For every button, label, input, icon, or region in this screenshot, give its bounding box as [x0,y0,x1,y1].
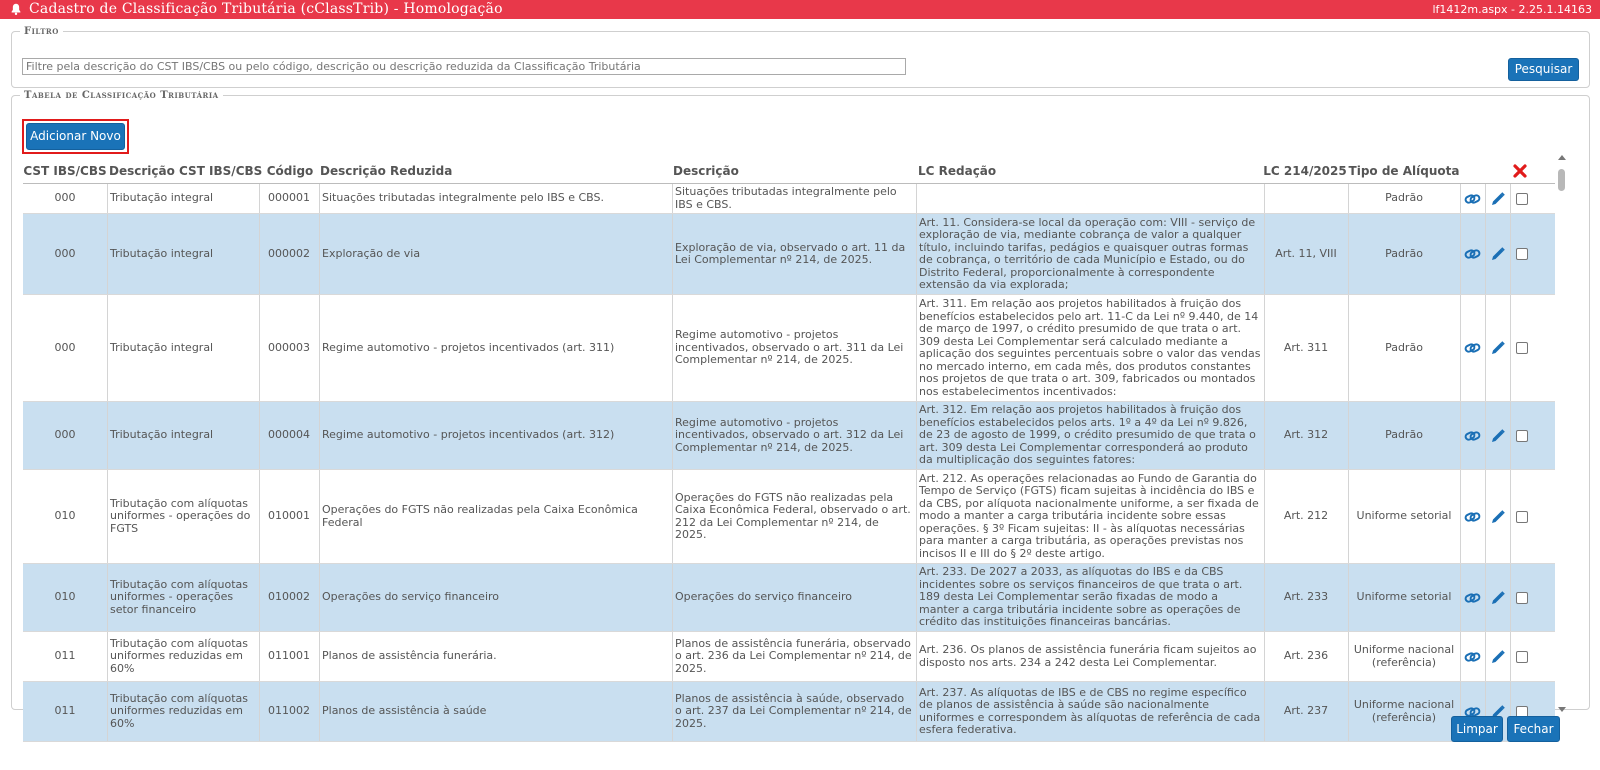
cell-codigo [259,682,319,741]
cell-cst [23,632,107,681]
row-select-checkbox[interactable] [1516,592,1528,604]
cell-tipo-aliquota-text: Uniforme setorial [1356,509,1452,523]
column-divider [107,214,108,294]
column-divider [672,184,673,213]
cell-cst [23,214,107,294]
column-divider [1460,402,1461,469]
column-divider [319,295,320,401]
cell-codigo [259,470,319,563]
cell-desc-reduzida-text: Planos de assistência funerária. [322,649,497,663]
column-divider [672,402,673,469]
cell-descricao [672,564,916,631]
cell-tipo-aliquota [1348,470,1460,563]
scroll-thumb[interactable] [1558,169,1565,191]
col-codigo[interactable]: Código [266,164,314,178]
column-divider [1264,214,1265,294]
column-divider [1264,295,1265,401]
cell-lc-214-text: Art. 11, VIII [1275,246,1337,260]
add-new-button[interactable]: Adicionar Novo [26,123,125,150]
column-divider [1348,184,1349,213]
column-divider [1460,632,1461,681]
column-divider [1510,214,1511,294]
column-divider [107,682,108,741]
table-row[interactable] [23,295,1555,402]
cell-lc-214 [1264,682,1348,741]
column-divider [916,682,917,741]
table-scrollbar[interactable] [1557,155,1567,712]
column-divider [916,214,917,294]
cell-tipo-aliquota [1348,295,1460,401]
edit-pencil-icon[interactable] [1490,428,1506,444]
column-divider [1460,470,1461,563]
scroll-up-arrow[interactable] [1558,155,1566,160]
column-divider [916,184,917,213]
clear-button[interactable]: Limpar [1451,716,1503,742]
cell-lc-redacao-text: Art. 236. Os planos de assistência funerária ficam sujeitos ao disposto nos arts. 234 a 242 desta Lei Complementar. [919,643,1257,669]
table-legend: Tabela de Classificação Tributária [24,90,219,101]
col-lc-214[interactable]: LC 214/2025 [1263,164,1347,178]
column-divider [107,564,108,631]
column-divider [319,682,320,741]
cell-cst-text: 000 [54,191,76,205]
column-divider [1485,402,1486,469]
column-divider [107,632,108,681]
cell-desc-reduzida-text: Situações tributadas integralmente pelo IBS e CBS. [322,191,605,205]
cell-cst-text: 000 [54,428,76,442]
column-divider [1485,214,1486,294]
cell-lc-redacao [916,214,1264,294]
column-divider [1510,295,1511,401]
cell-descricao-text: Exploração de via, observado o art. 11 da Lei Complementar nº 214, de 2025. [675,240,906,266]
cell-lc-redacao [916,470,1264,563]
cell-codigo-text: 010001 [268,509,310,523]
column-divider [107,470,108,563]
bell-icon [9,2,23,16]
table-header [23,158,1555,184]
cell-desc-reduzida [319,564,672,631]
column-divider [107,402,108,469]
cell-lc-redacao-text: Art. 237. As alíquotas de IBS e de CBS no regime específico de planos de assistência à saúde são nacionalmente uniformes e correspondem às alíquotas de referência de cada esfera federativa. [919,685,1261,736]
cell-lc-214-text: Art. 236 [1283,649,1329,663]
cell-descricao [672,402,916,469]
cell-codigo [259,214,319,294]
cell-descricao-text: Operações do serviço financeiro [675,590,853,604]
cell-codigo [259,402,319,469]
column-divider [916,632,917,681]
filter-input[interactable] [22,58,906,75]
cell-lc-redacao [916,402,1264,469]
column-divider [1510,564,1511,631]
column-divider [1510,470,1511,563]
cell-cst-text: 000 [54,246,76,260]
column-divider [1510,184,1511,213]
version-label: lf1412m.aspx - 2.25.1.14163 [1432,3,1592,16]
cell-cst [23,295,107,401]
cell-tipo-aliquota [1348,184,1460,213]
cell-lc-redacao [916,295,1264,401]
row-select-checkbox[interactable] [1516,193,1528,205]
table-row[interactable] [23,402,1555,470]
column-divider [259,470,260,563]
cell-tipo-aliquota-text: Uniforme nacional (referência) [1353,643,1455,669]
column-divider [1264,632,1265,681]
cell-tipo-aliquota-text: Padrão [1385,428,1423,442]
cell-desc-reduzida [319,682,672,741]
column-divider [1485,632,1486,681]
column-divider [259,402,260,469]
cell-descricao-text: Planos de assistência à saúde, observado o art. 237 da Lei Complementar nº 214, de 2025. [675,691,912,730]
column-divider [1264,564,1265,631]
column-divider [916,470,917,563]
table-row[interactable] [23,470,1555,564]
column-divider [107,295,108,401]
table-row[interactable] [23,564,1555,632]
column-divider [1460,295,1461,401]
cell-desc-reduzida-text: Regime automotivo - projetos incentivados (art. 312) [322,428,615,442]
column-divider [319,402,320,469]
cell-descricao [672,295,916,401]
cell-desc-reduzida [319,470,672,563]
cell-lc-redacao-text: Art. 233. De 2027 a 2033, as alíquotas do IBS e da CBS incidentes sobre os serviços financeiros de que trata o art. 189 desta Lei Complementar serão fixadas de modo a manter a carga tributária incidente sobre as operações de crédito das instituições financeiras bancárias. [919,565,1243,629]
link-icon[interactable] [1463,590,1482,606]
cell-codigo-text: 000004 [268,428,310,442]
cell-descricao-text: Regime automotivo - projetos incentivados, observado o art. 312 da Lei Complementar nº 214, de 2025. [675,415,904,454]
cell-tipo-aliquota [1348,632,1460,681]
edit-pencil-icon[interactable] [1490,590,1506,606]
cell-lc-214 [1264,632,1348,681]
cell-cst-text: 010 [54,509,76,523]
link-icon[interactable] [1463,246,1482,262]
cell-descricao [672,470,916,563]
cell-lc-214-text: Art. 233 [1283,590,1329,604]
cell-lc-214 [1264,470,1348,563]
cell-desc-cst [107,214,259,294]
column-divider [672,632,673,681]
column-divider [1460,564,1461,631]
column-divider [1348,682,1349,741]
cell-desc-reduzida [319,402,672,469]
column-divider [259,184,260,213]
column-divider [916,564,917,631]
column-divider [1264,470,1265,563]
cell-cst [23,184,107,213]
search-button[interactable]: Pesquisar [1508,58,1579,81]
cell-tipo-aliquota-text: Uniforme nacional (referência) [1353,698,1455,724]
column-divider [1348,214,1349,294]
cell-lc-214 [1264,214,1348,294]
title-bar [0,0,1600,19]
column-divider [1485,184,1486,213]
delete-selected-icon[interactable] [1513,164,1527,178]
column-divider [319,470,320,563]
cell-lc-redacao-text: Art. 312. Em relação aos projetos habilitados à fruição dos benefícios estabelecidos pelos arts. 1º a 4º da Lei nº 9.826, de 23 de agosto de 1999, o crédito presumido de que trata o art. 309 desta Lei Complementar corresponderá ao produto da multiplicação dos seguintes fatores: [919,403,1256,467]
cell-cst-text: 011 [54,649,76,663]
filter-section [11,26,1590,88]
col-desc-cst[interactable]: Descrição CST IBS/CBS [109,164,263,178]
cell-desc-cst-text: Tributação integral [110,428,214,442]
cell-tipo-aliquota [1348,214,1460,294]
cell-lc-214 [1264,295,1348,401]
cell-descricao [672,184,916,213]
link-icon[interactable] [1463,340,1482,356]
cell-cst [23,682,107,741]
edit-pencil-icon[interactable] [1490,191,1506,207]
cell-desc-reduzida [319,214,672,294]
column-divider [672,564,673,631]
cell-desc-cst-text: Tributação integral [110,246,214,260]
column-divider [1348,402,1349,469]
cell-descricao [672,632,916,681]
column-divider [1348,295,1349,401]
cell-codigo [259,564,319,631]
column-divider [1264,184,1265,213]
col-descricao[interactable]: Descrição [673,164,739,178]
cell-cst [23,470,107,563]
cell-desc-cst-text: Tributação integral [110,340,214,354]
cell-desc-reduzida-text: Operações do FGTS não realizadas pela Caixa Econômica Federal [322,503,638,529]
cell-cst [23,402,107,469]
cell-lc-redacao-text: Art. 311. Em relação aos projetos habilitados à fruição dos benefícios estabelecidos pelo art. 11-C da Lei nº 9.440, de 14 de março de 1997, o crédito presumido de que trata o art. 309 desta Lei Complementar será calculado mediante a aplicação dos seguintes percentuais sobre o valor das vendas no mercado interno, em cada mês, dos produtos constantes nos projetos de que trata o art. 309, fabricados ou montados nos estabelecimentos incentivados: [919,297,1261,398]
cell-desc-reduzida-text: Exploração de via [322,246,421,260]
cell-lc-214-text: Art. 311 [1283,340,1329,354]
column-divider [1264,682,1265,741]
column-divider [672,295,673,401]
cell-desc-reduzida-text: Planos de assistência à saúde [322,704,487,718]
col-desc-reduzida[interactable]: Descrição Reduzida [320,164,453,178]
cell-desc-cst [107,470,259,563]
cell-lc-214 [1264,564,1348,631]
table-row[interactable] [23,214,1555,295]
cell-tipo-aliquota [1348,682,1460,741]
column-divider [916,402,917,469]
cell-lc-214-text: Art. 237 [1283,704,1329,718]
cell-codigo [259,295,319,401]
cell-tipo-aliquota [1348,564,1460,631]
cell-desc-reduzida-text: Regime automotivo - projetos incentivados (art. 311) [322,340,615,354]
column-divider [1348,564,1349,631]
column-divider [1264,402,1265,469]
cell-lc-redacao [916,682,1264,741]
cell-tipo-aliquota-text: Padrão [1385,246,1423,260]
cell-lc-redacao [916,184,1264,213]
cell-tipo-aliquota-text: Uniforme setorial [1356,590,1452,604]
link-icon[interactable] [1463,191,1482,207]
col-tipo-aliquota[interactable]: Tipo de Alíquota [1348,164,1460,178]
cell-desc-cst [107,295,259,401]
edit-pencil-icon[interactable] [1490,509,1506,525]
link-icon[interactable] [1463,428,1482,444]
table-row[interactable] [23,632,1555,682]
cell-lc-214-text: Art. 312 [1283,428,1329,442]
column-divider [259,682,260,741]
cell-tipo-aliquota-text: Padrão [1385,191,1423,205]
cell-desc-cst [107,682,259,741]
cell-lc-redacao-text: Art. 11. Considera-se local da operação com: VIII - serviço de exploração de via, mediante cobrança de valor a qualquer título, incluindo tarifas, pedágios e quaisquer outras formas de cobrança, o território de cada Município e Estado, ou do Distrito Federal, proporcionalmente à correspondente extensão da via explorada; [919,215,1256,291]
row-select-checkbox[interactable] [1516,430,1528,442]
edit-pencil-icon[interactable] [1490,246,1506,262]
cell-desc-cst-text: Tributação com alíquotas uniformes - operações do FGTS [110,496,251,535]
column-divider [1348,470,1349,563]
add-button-highlight [22,119,129,154]
column-divider [1510,632,1511,681]
cell-desc-cst-text: Tributação com alíquotas uniformes reduzidas em 60% [110,636,249,675]
cell-desc-cst-text: Tributação integral [110,191,214,205]
close-button[interactable]: Fechar [1507,716,1560,742]
cell-descricao-text: Situações tributadas integralmente pelo IBS e CBS. [675,185,897,211]
cell-codigo [259,184,319,213]
cell-desc-cst [107,564,259,631]
cell-desc-reduzida [319,295,672,401]
column-divider [672,682,673,741]
column-divider [259,564,260,631]
cell-codigo [259,632,319,681]
cell-cst-text: 011 [54,704,76,718]
scroll-down-arrow[interactable] [1558,707,1566,712]
column-divider [1485,295,1486,401]
column-divider [1485,470,1486,563]
cell-lc-214-text: Art. 212 [1283,509,1329,523]
cell-desc-cst-text: Tributação com alíquotas uniformes - operações setor financeiro [110,577,249,616]
column-divider [672,470,673,563]
cell-lc-redacao-text: Art. 212. As operações relacionadas ao Fundo de Garantia do Tempo de Serviço (FGTS) ficam sujeitas à incidência do IBS e da CBS, por alíquota nacionalmente uniforme, a ser fixada de modo a manter a carga tributária incidente sobre essas operações. § 3º Ficam sujeitas: II - às alíquotas necessárias para manter a carga tributária, as operações previstas nos incisos II e III do § 2º deste artigo. [919,471,1259,560]
cell-lc-redacao [916,564,1264,631]
cell-tipo-aliquota-text: Padrão [1385,340,1423,354]
cell-cst-text: 000 [54,340,76,354]
cell-desc-reduzida-text: Operações do serviço financeiro [322,590,500,604]
link-icon[interactable] [1463,649,1482,665]
column-divider [1460,184,1461,213]
cell-descricao-text: Operações do FGTS não realizadas pela Caixa Econômica Federal, observado o art. 212 da Lei Complementar nº 214, de 2025. [675,490,911,541]
cell-codigo-text: 000001 [268,191,310,205]
cell-desc-cst [107,632,259,681]
link-icon[interactable] [1463,509,1482,525]
cell-cst [23,564,107,631]
cell-descricao [672,682,916,741]
cell-desc-cst [107,402,259,469]
cell-desc-cst-text: Tributação com alíquotas uniformes reduzidas em 60% [110,691,249,730]
row-select-checkbox[interactable] [1516,342,1528,354]
table-row[interactable] [23,184,1555,214]
column-divider [107,184,108,213]
row-select-checkbox[interactable] [1516,511,1528,523]
cell-desc-cst [107,184,259,213]
column-divider [259,214,260,294]
cell-descricao [672,214,916,294]
page-title: Cadastro de Classificação Tributária (cClassTrib) - Homologação [29,1,503,17]
column-divider [672,214,673,294]
column-divider [319,184,320,213]
cell-cst-text: 010 [54,590,76,604]
column-divider [1348,632,1349,681]
cell-descricao-text: Regime automotivo - projetos incentivados, observado o art. 311 da Lei Complementar nº 214, de 2025. [675,328,904,367]
cell-descricao-text: Planos de assistência funerária, observado o art. 236 da Lei Complementar nº 214, de 2025. [675,636,912,675]
column-divider [319,632,320,681]
cell-desc-reduzida [319,184,672,213]
cell-lc-214 [1264,184,1348,213]
row-select-checkbox[interactable] [1516,651,1528,663]
cell-codigo-text: 000003 [268,340,310,354]
cell-tipo-aliquota [1348,402,1460,469]
column-divider [916,295,917,401]
cell-desc-reduzida [319,632,672,681]
column-divider [1460,214,1461,294]
column-divider [259,295,260,401]
cell-lc-redacao [916,632,1264,681]
cell-codigo-text: 000002 [268,246,310,260]
column-divider [319,564,320,631]
edit-pencil-icon[interactable] [1490,340,1506,356]
cell-lc-214 [1264,402,1348,469]
cell-codigo-text: 010002 [268,590,310,604]
column-divider [1510,402,1511,469]
table-row[interactable] [23,682,1555,742]
cell-codigo-text: 011002 [268,704,310,718]
column-divider [259,632,260,681]
filter-legend: Filtro [24,26,59,37]
edit-pencil-icon[interactable] [1490,649,1506,665]
cell-codigo-text: 011001 [268,649,310,663]
column-divider [319,214,320,294]
row-select-checkbox[interactable] [1516,248,1528,260]
col-lc-redacao[interactable]: LC Redação [918,164,997,178]
col-cst[interactable]: CST IBS/CBS [23,164,107,178]
column-divider [1485,564,1486,631]
